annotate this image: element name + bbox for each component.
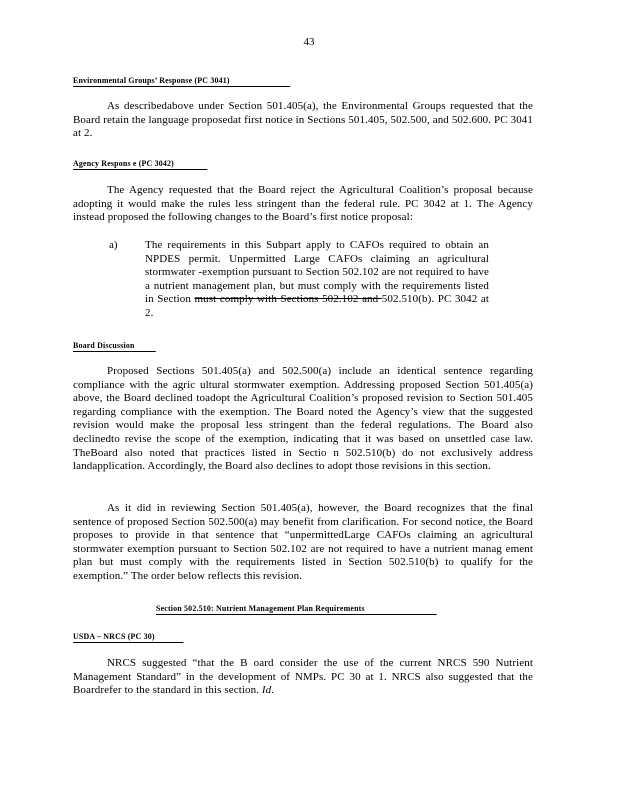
heading-environmental-groups: Environmental Groups’ Response (PC 3041): [73, 75, 290, 87]
heading-usda-nrcs: USDA – NRCS (PC 30): [73, 631, 183, 643]
struck-text: must comply with Sections 502.102 and: [194, 293, 382, 306]
paragraph-board-discussion-1: Proposed Sections 501.405(a) and 502.500(a) include an identical sentence regarding compliance with the agric ultural stormwater exemption. Addressing proposed Section 501.405(a) above, the Board declined toadopt the Agricultural Coalition’s proposed revision to Section 501.405 regarding compliance with the exemption. The Board noted the Agency’s view that the suggested revision would make the proposal less stringent than the federal regulations. The Board also declinedto revise the scope of the exemption, indicating that it was based on unsettled case law. TheBoard also noted that practices listed in Sectio n 502.510(b) do not exclusively address landapplication. Accordingly, the Board also declines to adopt those revisions in this section.: [73, 365, 533, 473]
paragraph-environmental-groups: As describedabove under Section 501.405(a), the Environmental Groups requested that the Board retain the language proposedat first notice in Sections 501.405, 502.500, and 502.600. PC 3041 at 2.: [73, 100, 533, 140]
heading-agency-response: Agency Respons e (PC 3042): [73, 158, 207, 170]
paragraph-usda-nrcs: NRCS suggested “that the B oard consider the use of the current NRCS 590 Nutrient Management Standard” in the development of NMPs. PC 30 at 1. NRCS also suggested that the Boardrefer to the standard in this section. Id.: [73, 657, 533, 697]
paragraph-board-discussion-2: As it did in reviewing Section 501.405(a), however, the Board recognizes that the final sentence of proposed Section 502.500(a) may benefit from clarification. For second notice, the Board proposes to provide in that sentence that “unpermittedLarge CAFOs claiming an agricultural stormwater exemption pursuant to Section 502.102 are not required to have a nutrient manag ement plan but must comply with the requirements listed in Section 502.510(b) to qualify for the exemption.” The order below reflects this revision.: [73, 502, 533, 582]
heading-section-502-510: Section 502.510: Nutrient Management Plan Requirements: [156, 603, 437, 615]
paragraph-agency-response: The Agency requested that the Board reject the Agricultural Coalition’s proposal because adopting it would make the rules less stringent than the federal rule. PC 3042 at 1. The Agency instead proposed the following changes to the Board’s first notice proposal:: [73, 184, 533, 224]
page-number: 43: [303, 36, 315, 48]
heading-board-discussion: Board Discussion: [73, 340, 156, 352]
list-item-a-text: The requirements in this Subpart apply to CAFOs required to obtain an NPDES permit. Unpermitted Large CAFOs claiming an agricultural stormwater -exemption pursuant to Section 502.102 are not required to have a nutrient management plan, but must comply with the requirements listed in Section must comply with Sections 502.102 and 502.510(b). PC 3042 at 2.: [145, 239, 490, 319]
list-item-label: a): [109, 239, 118, 251]
